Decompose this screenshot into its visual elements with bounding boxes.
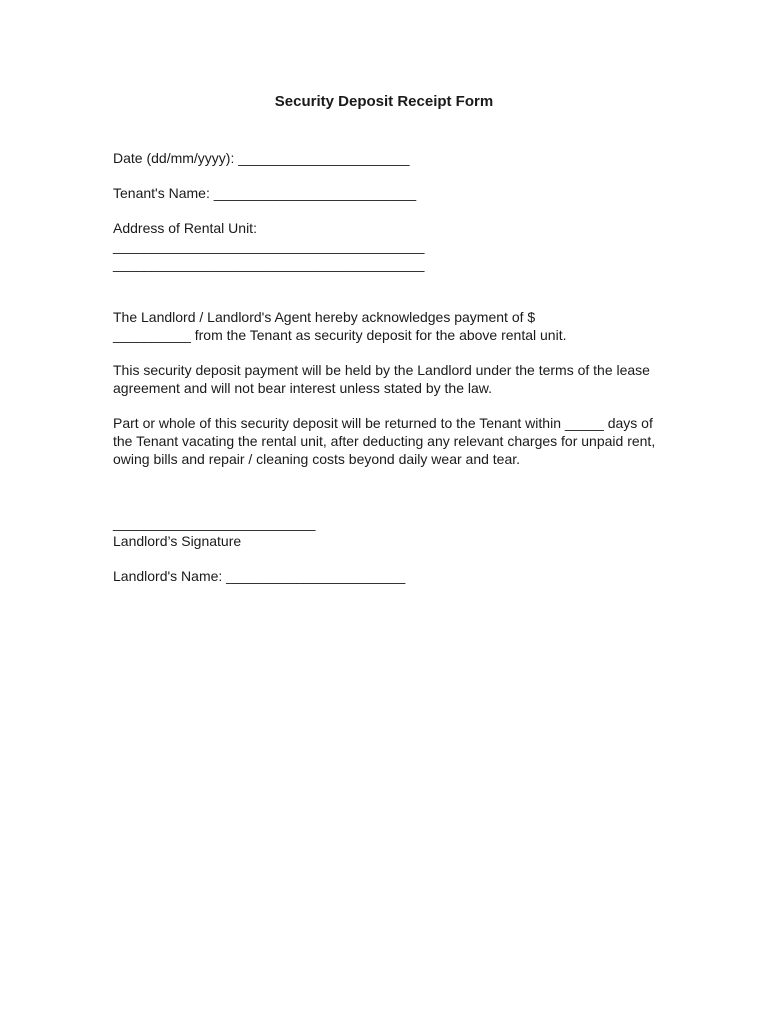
date-field-line: Date (dd/mm/yyyy): ______________________ — [113, 150, 410, 166]
tenant-name-field-line: Tenant's Name: __________________________ — [113, 185, 417, 201]
address-line-2: ________________________________________ — [113, 256, 425, 272]
signature-label: Landlord’s Signature — [113, 533, 242, 549]
document-body — [113, 149, 658, 585]
address-line-1: ________________________________________ — [113, 238, 425, 254]
payment-acknowledgement-line-2: __________ from the Tenant as security deposit for the above rental unit. — [113, 327, 567, 343]
page-title: Security Deposit Receipt Form — [274, 93, 494, 110]
payment-acknowledgement-line-1: The Landlord / Landlord's Agent hereby acknowledges payment of $ — [113, 309, 536, 325]
signature-line: __________________________ — [113, 515, 316, 531]
address-label: Address of Rental Unit: — [113, 220, 257, 236]
landlord-name-field-line: Landlord's Name: _______________________ — [113, 568, 406, 584]
deposit-return-paragraph: Part or whole of this security deposit will be returned to the Tenant within _____ days of the Tenant vacating the rental unit, after deducting any relevant charges for unpaid rent, owing bills and repair / cleaning costs beyond daily wear and tear. — [113, 415, 656, 467]
deposit-terms-paragraph: This security deposit payment will be held by the Landlord under the terms of the lease agreement and will not bear interest unless stated by the law. — [113, 362, 650, 396]
payment-acknowledgement-paragraph — [113, 308, 658, 344]
